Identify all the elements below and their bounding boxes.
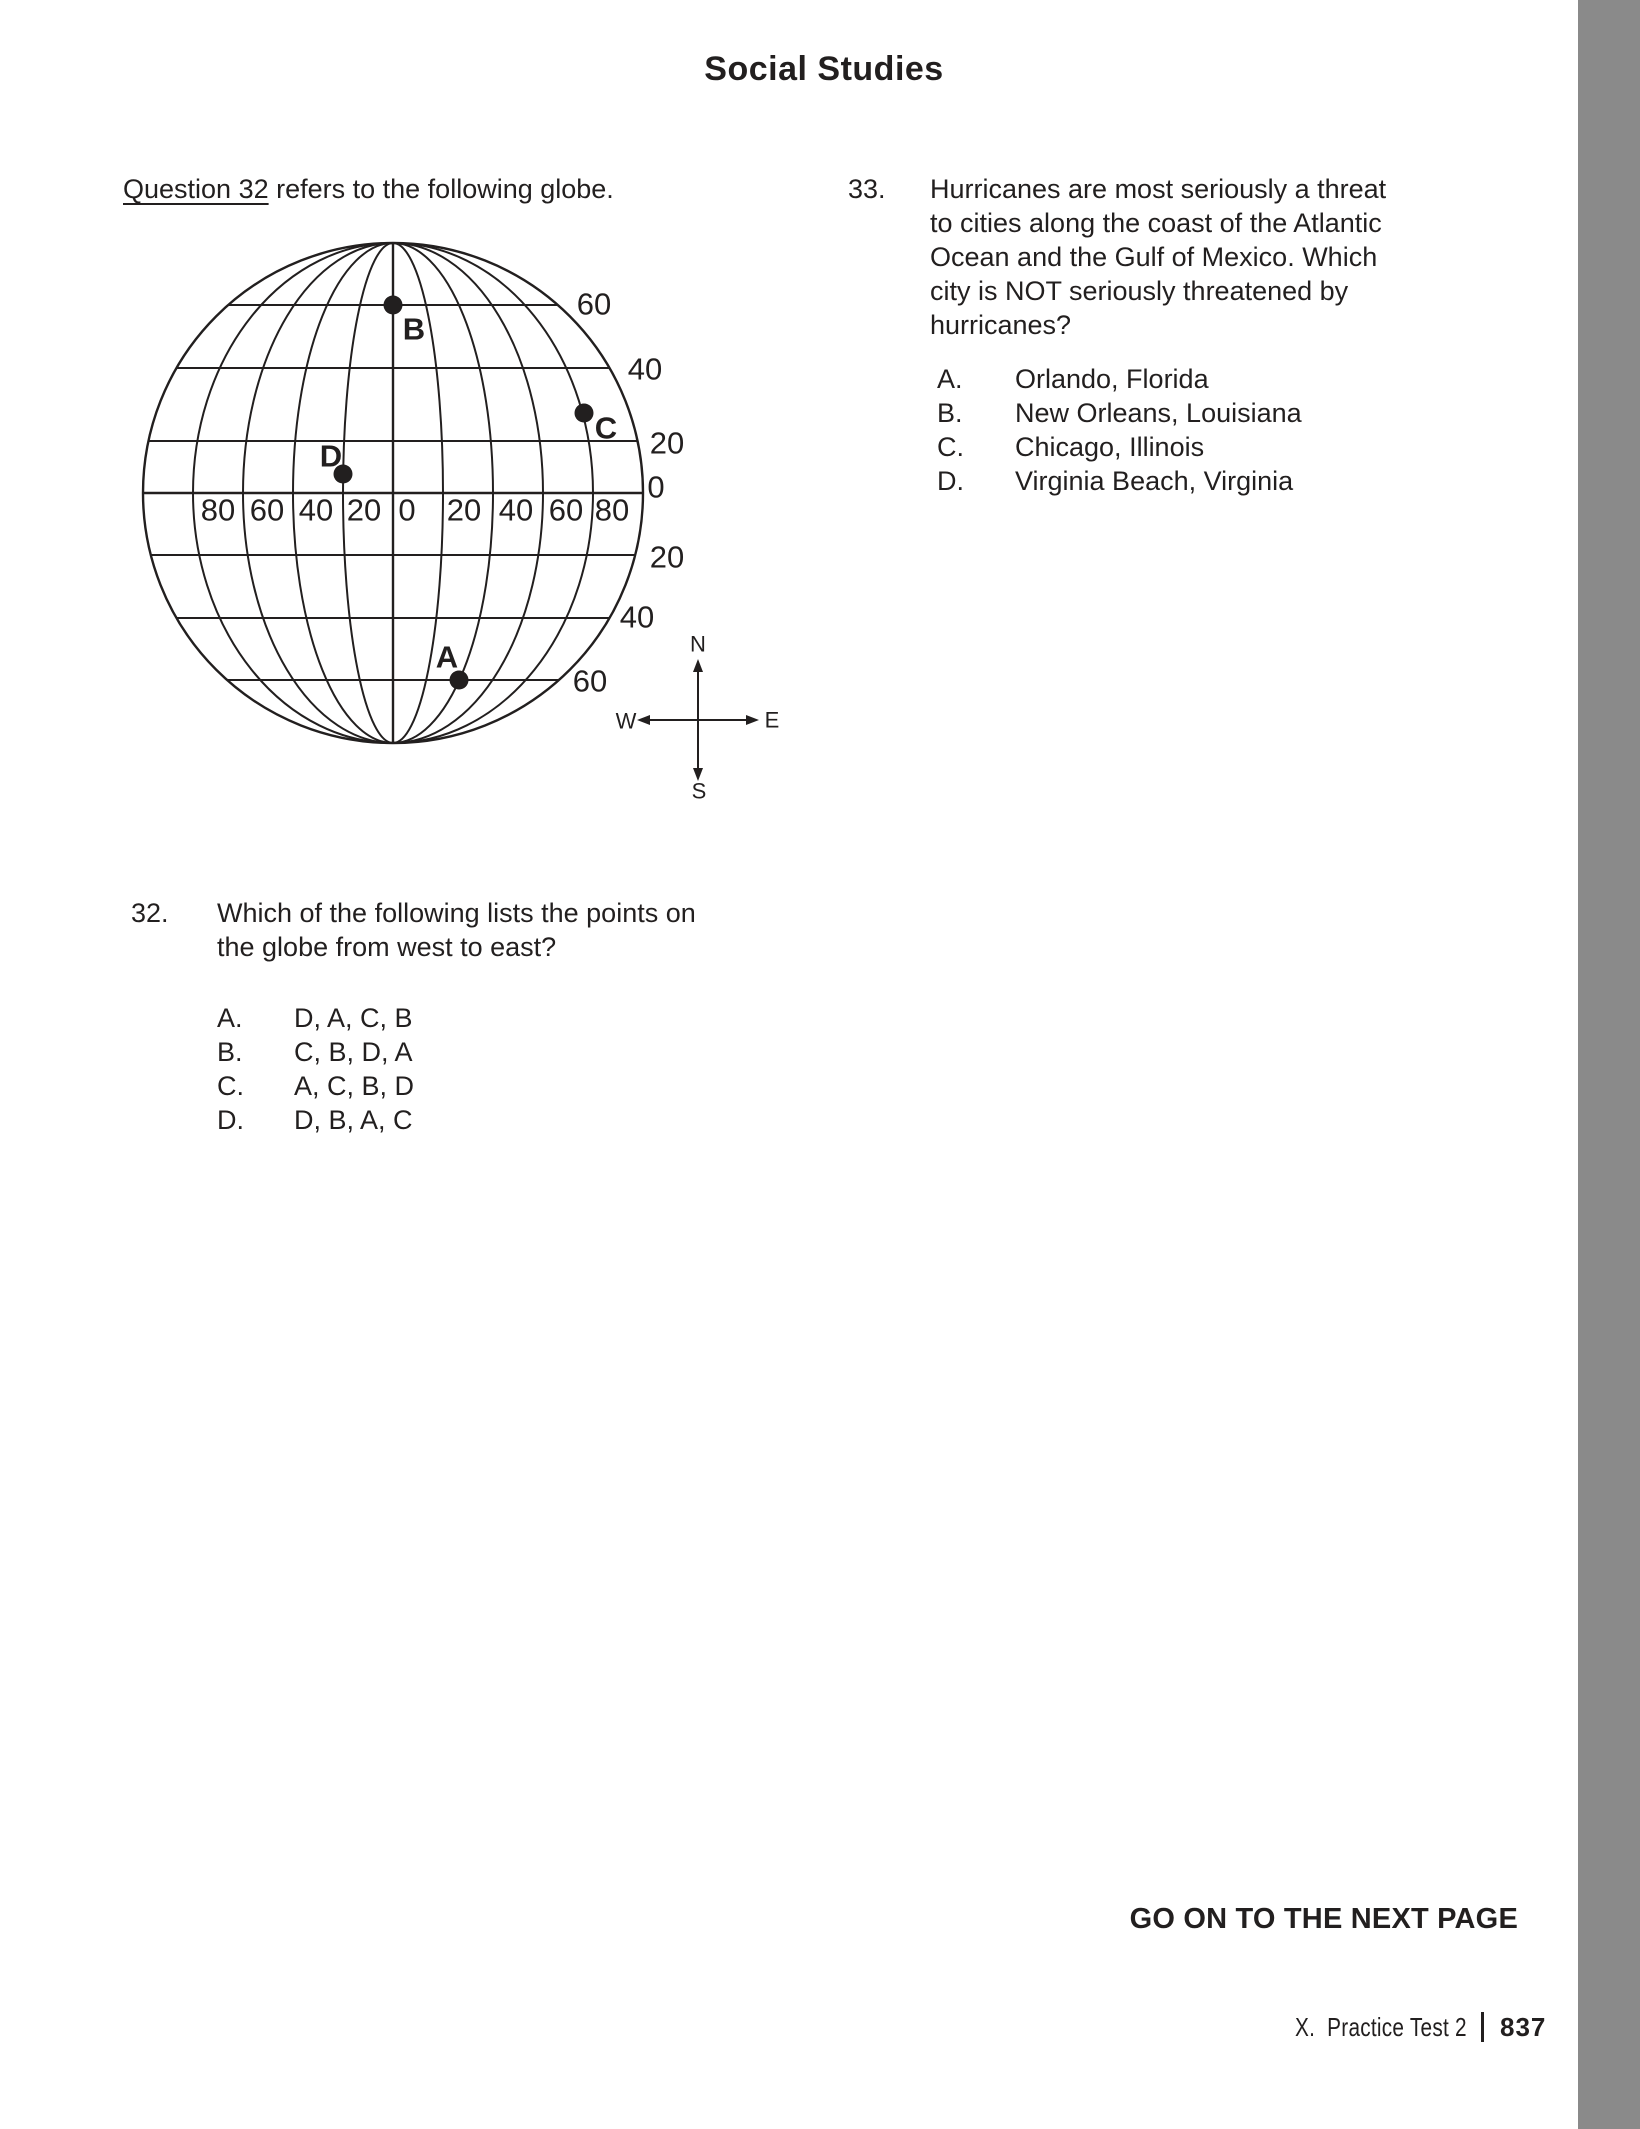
footer-label: X. Practice Test 2	[1295, 2012, 1467, 2042]
question-line: to cities along the coast of the Atlantic	[930, 208, 1382, 238]
go-on-notice: GO ON TO THE NEXT PAGE	[1129, 1903, 1518, 1935]
question-32	[131, 896, 831, 1137]
longitude-label: 80	[200, 492, 236, 528]
longitude-label: 40	[298, 492, 334, 528]
compass-label-w: W	[615, 708, 637, 734]
page-edge-strip	[1578, 0, 1640, 2129]
option-row	[217, 1069, 831, 1103]
option-letter: B.	[937, 398, 963, 428]
latitude-label: 20	[649, 539, 685, 575]
option-text: C, B, D, A	[294, 1037, 413, 1067]
option-row	[937, 464, 1548, 498]
option-letter: C.	[217, 1071, 244, 1101]
page-footer	[0, 2012, 1578, 2052]
option-row	[937, 430, 1548, 464]
latitude-label: 40	[619, 599, 655, 635]
question-reference-rest: refers to the following globe.	[268, 174, 614, 204]
page-title: Social Studies	[704, 50, 944, 88]
option-letter: D.	[937, 466, 964, 496]
point-label-D: D	[319, 438, 343, 474]
page-number: 837	[1500, 2012, 1547, 2042]
options-list	[217, 1001, 831, 1137]
option-letter: A.	[937, 364, 963, 394]
question-reference-underlined: Question 32	[123, 174, 269, 204]
point-dot-B	[384, 296, 403, 315]
option-letter: A.	[217, 1003, 243, 1033]
latitude-label: 60	[576, 286, 612, 322]
option-text: Chicago, Illinois	[1015, 432, 1205, 462]
option-text: Virginia Beach, Virginia	[1015, 466, 1294, 496]
options-list	[937, 362, 1548, 498]
option-row	[937, 396, 1548, 430]
option-row	[217, 1035, 831, 1069]
option-row	[217, 1103, 831, 1137]
point-dot-C	[575, 404, 594, 423]
option-text: Orlando, Florida	[1015, 364, 1209, 394]
compass-label-e: E	[764, 707, 780, 733]
question-line: city is NOT seriously threatened by	[930, 276, 1349, 306]
option-row	[217, 1001, 831, 1035]
question-line: hurricanes?	[930, 310, 1072, 340]
question-number: 32.	[131, 898, 169, 928]
option-letter: B.	[217, 1037, 243, 1067]
question-line: Ocean and the Gulf of Mexico. Which	[930, 242, 1378, 272]
compass-label-s: S	[691, 778, 707, 804]
compass-label-n: N	[690, 631, 706, 657]
longitude-label: 80	[594, 492, 630, 528]
latitude-label: 60	[572, 663, 608, 699]
option-letter: C.	[937, 432, 964, 462]
compass-east-arrow-icon	[746, 715, 759, 725]
option-text: D, B, A, C	[294, 1105, 413, 1135]
compass-west-arrow-icon	[637, 715, 650, 725]
question-line: Hurricanes are most seriously a threat	[930, 174, 1387, 204]
option-text: D, A, C, B	[294, 1003, 413, 1033]
footer-separator	[1481, 2012, 1484, 2042]
question-line: Which of the following lists the points on	[217, 898, 696, 928]
point-label-A: A	[435, 639, 459, 675]
point-label-B: B	[402, 311, 426, 347]
longitude-label: 60	[249, 492, 285, 528]
longitude-label: 0	[398, 492, 416, 528]
question-number: 33.	[848, 174, 886, 204]
question-33	[848, 172, 1548, 498]
option-row	[937, 362, 1548, 396]
longitude-label: 20	[446, 492, 482, 528]
longitude-label: 40	[498, 492, 534, 528]
point-label-C: C	[594, 410, 618, 446]
compass-north-arrow-icon	[693, 659, 703, 672]
question-reference-line	[123, 172, 614, 206]
option-text: A, C, B, D	[294, 1071, 415, 1101]
longitude-label: 60	[548, 492, 584, 528]
latitude-label: 20	[649, 425, 685, 461]
option-text: New Orleans, Louisiana	[1015, 398, 1302, 428]
option-letter: D.	[217, 1105, 244, 1135]
latitude-label: 0	[647, 469, 665, 505]
globe-figure	[85, 225, 815, 835]
question-line: the globe from west to east?	[217, 932, 557, 962]
longitude-label: 20	[346, 492, 382, 528]
latitude-label: 40	[627, 351, 663, 387]
